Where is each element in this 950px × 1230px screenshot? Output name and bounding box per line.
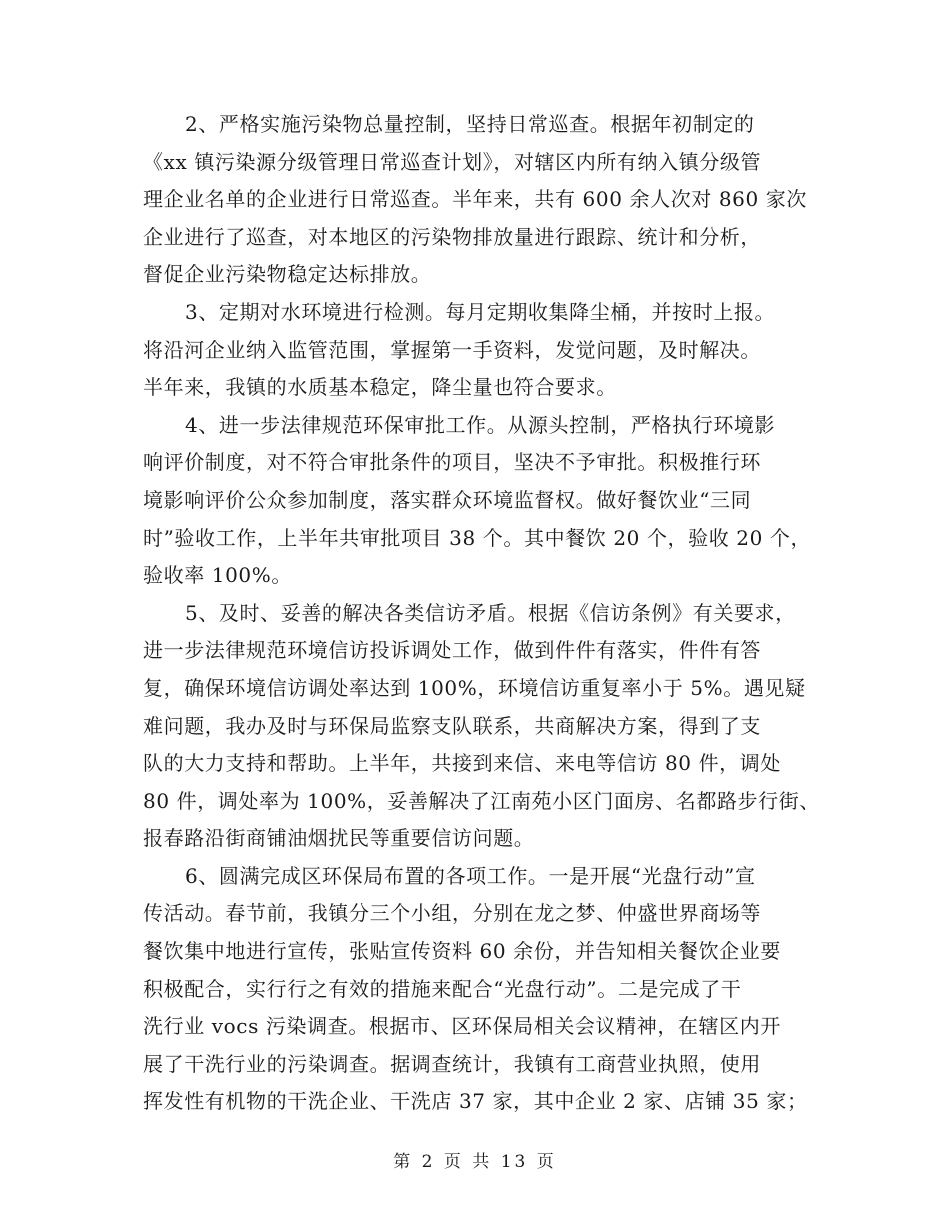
text-line: 企业进行了巡查，对本地区的污染物排放量进行跟踪、统计和分析， <box>143 224 761 249</box>
text-line: 6、圆满完成区环保局布置的各项工作。一是开展“光盘行动”宣 <box>185 863 756 888</box>
text-line: 传活动。春节前，我镇分三个小组，分别在龙之梦、仲盛世界商场等 <box>143 901 761 926</box>
text-line: 将沿河企业纳入监管范围，掌握第一手资料，发觉问题，及时解决。 <box>143 337 761 362</box>
text-line: 督促企业污染物稳定达标排放。 <box>143 262 432 287</box>
text-line: 5、及时、妥善的解决各类信访矛盾。根据《信访条例》有关要求， <box>185 600 796 625</box>
text-line: 餐饮集中地进行宣传，张贴宣传资料 60 余份，并告知相关餐饮企业要 <box>143 939 781 964</box>
text-line: 积极配合，实行行之有效的措施来配合“光盘行动”。二是完成了干 <box>143 976 742 1001</box>
paragraph-item-6 <box>143 858 813 1121</box>
document-body <box>143 106 820 1121</box>
text-line: 《xx 镇污染源分级管理日常巡查计划》，对辖区内所有纳入镇分级管 <box>143 149 762 174</box>
text-line: 时”验收工作，上半年共审批项目 38 个。其中餐饮 20 个，验收 20 个， <box>143 525 812 550</box>
text-line: 理企业名单的企业进行日常巡查。半年来，共有 600 余人次对 860 家次 <box>143 187 807 212</box>
text-line: 难问题，我办及时与环保局监察支队联系，共商解决方案，得到了支 <box>143 713 761 738</box>
paragraph-item-2 <box>143 106 813 294</box>
text-line: 展了干洗行业的污染调查。据调查统计，我镇有工商营业执照，使用 <box>143 1051 761 1076</box>
text-line: 2、严格实施污染物总量控制，坚持日常巡查。根据年初制定的 <box>185 112 755 136</box>
text-line: 队的大力支持和帮助。上半年，共接到来信、来电等信访 80 件，调处 <box>143 751 781 776</box>
text-line: 复，确保环境信访调处率达到 100%，环境信访重复率小于 5%。遇见疑 <box>143 675 806 700</box>
text-line: 半年来，我镇的水质基本稳定，降尘量也符合要求。 <box>143 375 617 400</box>
text-line: 洗行业 vocs 污染调查。根据市、区环保局相关会议精神，在辖区内开 <box>143 1014 781 1039</box>
paragraph-item-3 <box>143 294 813 407</box>
text-line: 报春路沿街商铺油烟扰民等重要信访问题。 <box>143 826 535 851</box>
text-line: 响评价制度，对不符合审批条件的项目，坚决不予审批。积极推行环 <box>143 450 761 475</box>
page-number-footer: 第 2 页 共 13 页 <box>393 1152 557 1172</box>
paragraph-item-4 <box>143 407 813 595</box>
paragraph-item-5 <box>143 595 820 858</box>
text-line: 境影响评价公众参加制度，落实群众环境监督权。做好餐饮业“三同 <box>143 487 752 512</box>
text-line: 进一步法律规范环境信访投诉调处工作，做到件件有落实，件件有答 <box>143 638 761 663</box>
text-line: 4、进一步法律规范环保审批工作。从源头控制，严格执行环境影 <box>185 412 776 437</box>
text-line: 验收率 100%。 <box>143 563 292 588</box>
text-line: 80 件，调处率为 100%，妥善解决了江南苑小区门面房、名都路步行街、 <box>143 788 820 813</box>
text-line: 挥发性有机物的干洗企业、干洗店 37 家，其中企业 2 家、店铺 35 家； <box>143 1089 808 1114</box>
text-line: 3、定期对水环境进行检测。每月定期收集降尘桶，并按时上报。 <box>185 299 776 324</box>
